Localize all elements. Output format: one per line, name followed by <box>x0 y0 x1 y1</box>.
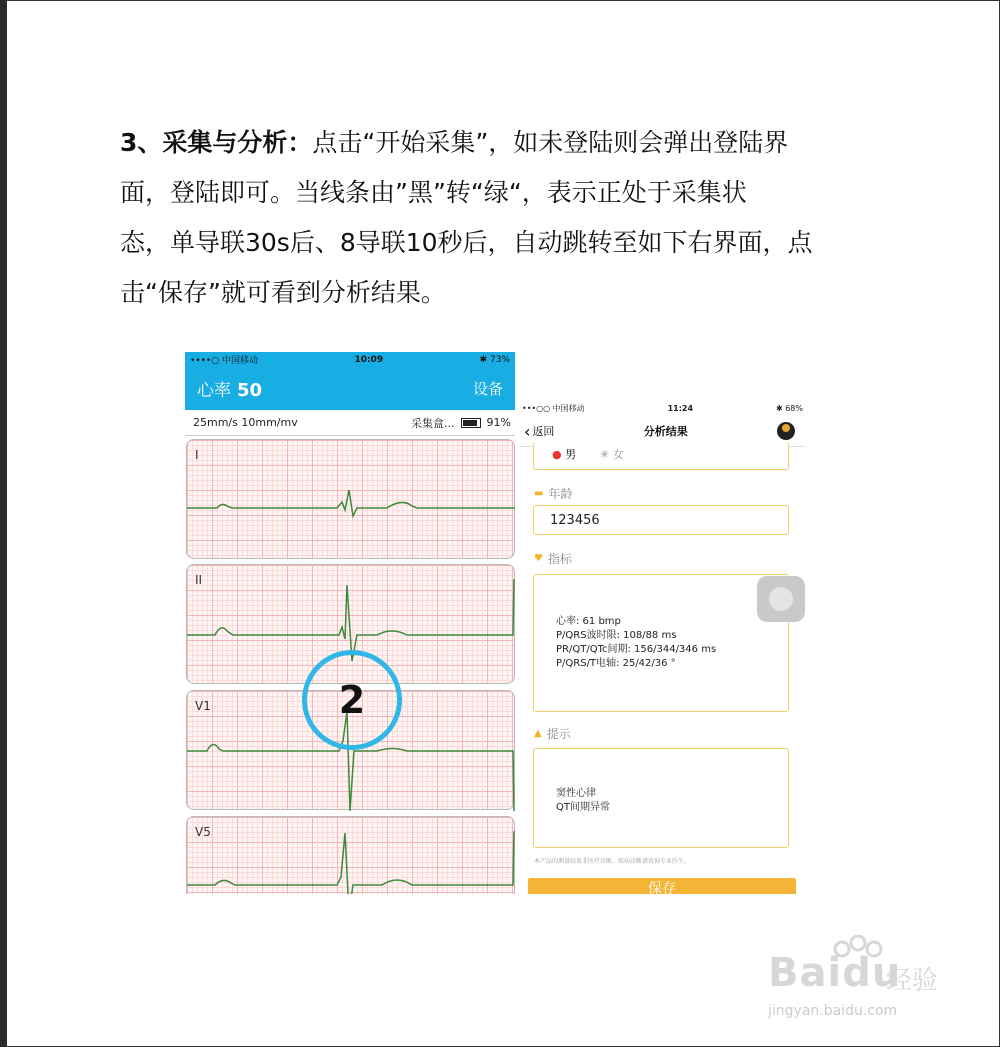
ecg-capture-screen <box>185 352 515 894</box>
time-text: 10:09 <box>354 354 384 365</box>
heart-rate-label: 心率 <box>197 381 231 401</box>
radio-selected-icon: ● <box>552 448 562 461</box>
paragraph-line-4: 击“保存”就可看到分析结果。 <box>120 278 446 307</box>
paragraph-heading: 3、采集与分析： <box>120 128 313 157</box>
indicator-intervals: PR/QT/QTc间期: 156/344/346 ms <box>556 644 717 655</box>
bluetooth-icon: ✱ <box>775 403 786 413</box>
bluetooth-icon: ✱ <box>479 354 490 365</box>
paragraph-line-2: 面，登陆即可。当线条由”黑”转“绿“，表示正处于采集状 <box>120 178 747 207</box>
capture-info-row <box>185 410 515 436</box>
carrier-text: •••○○ 中国移动 <box>522 403 585 413</box>
age-label: ▬ 年龄 <box>534 487 573 501</box>
tip-line: QT间期异常 <box>556 802 610 813</box>
indicator-axes: P/QRS/T电轴: 25/42/36 ° <box>556 658 676 669</box>
calendar-icon: ▬ <box>534 488 544 499</box>
time-text: 11:24 <box>667 403 694 413</box>
page-title: 分析结果 <box>643 425 688 438</box>
indicator-lines <box>556 615 716 671</box>
chevron-left-icon: ‹ <box>524 421 531 441</box>
battery-text: ✱ 73% <box>479 354 510 365</box>
carrier-text: ••••○ 中国移动 <box>190 356 258 366</box>
heart-rate-display <box>197 376 262 401</box>
paragraph-line-3: 态，单导联30s后、8导联10秒后，自动跳转至如下右界面，点 <box>120 228 813 257</box>
step-number-badge: 2 <box>302 650 402 750</box>
watermark-cn: 经验 <box>886 966 939 996</box>
ecg-lead-i <box>186 439 515 559</box>
gender-female-radio[interactable]: ✳ 女 <box>600 448 624 461</box>
left-border-bar <box>0 0 7 1047</box>
watermark-brand: Baidu <box>768 950 902 996</box>
instruction-paragraph <box>120 118 890 318</box>
heart-icon: ♥ <box>534 553 543 564</box>
age-value: 123456 <box>550 513 600 528</box>
watermark-url: jingyan.baidu.com <box>768 1003 898 1019</box>
paragraph-line-1-body: 点击“开始采集”，如未登陆则会弹出登陆界 <box>312 128 789 157</box>
warning-icon: ▲ <box>534 728 542 739</box>
status-bar <box>185 352 515 367</box>
gender-male-radio[interactable]: ● 男 <box>552 448 577 461</box>
device-battery: 91% <box>486 416 511 429</box>
battery-text: ✱ 68% <box>775 403 803 413</box>
device-button[interactable]: 设备 <box>472 380 503 398</box>
device-status <box>411 415 511 431</box>
battery-icon <box>461 418 481 428</box>
ecg-trace-i <box>187 440 515 560</box>
radio-unselected-icon: ✳ <box>600 448 610 461</box>
indicators-box <box>533 574 789 712</box>
lead-label: II <box>195 573 203 587</box>
device-name: 采集盒... <box>411 416 455 430</box>
lead-label: V1 <box>195 699 211 713</box>
lead-label: V5 <box>195 825 211 839</box>
ecg-trace-v5 <box>187 817 515 894</box>
baidu-watermark <box>758 935 958 1030</box>
indicators-label: ♥ 指标 <box>534 552 572 566</box>
tip-lines <box>556 787 610 815</box>
disclaimer-text: 本产品的测量结果非医疗诊断，疾病诊断请咨询专业医生。 <box>534 858 691 865</box>
avatar[interactable] <box>777 422 795 440</box>
heart-rate-value: 50 <box>237 380 263 401</box>
back-button[interactable]: ‹ 返回 <box>524 421 555 441</box>
age-input[interactable] <box>533 505 789 535</box>
indicator-p-qrs-duration: P/QRS波时限: 108/88 ms <box>556 630 677 641</box>
gender-box <box>533 442 789 470</box>
tips-label: ▲ 提示 <box>534 727 571 741</box>
lead-label: I <box>195 448 199 462</box>
tips-box <box>533 748 789 848</box>
ecg-lead-v5 <box>186 816 515 894</box>
indicator-heart-rate: 心率: 61 bmp <box>556 616 621 627</box>
app-header <box>185 367 515 410</box>
analysis-result-screen <box>520 400 805 894</box>
paragraph-line-1 <box>120 118 890 168</box>
status-bar <box>520 400 805 416</box>
save-button[interactable]: 保存 <box>528 878 796 894</box>
tip-line: 窦性心律 <box>556 788 596 799</box>
floating-assist-button[interactable] <box>757 576 805 622</box>
speed-gain-text: 25mm/s 10mm/mv <box>193 416 298 429</box>
